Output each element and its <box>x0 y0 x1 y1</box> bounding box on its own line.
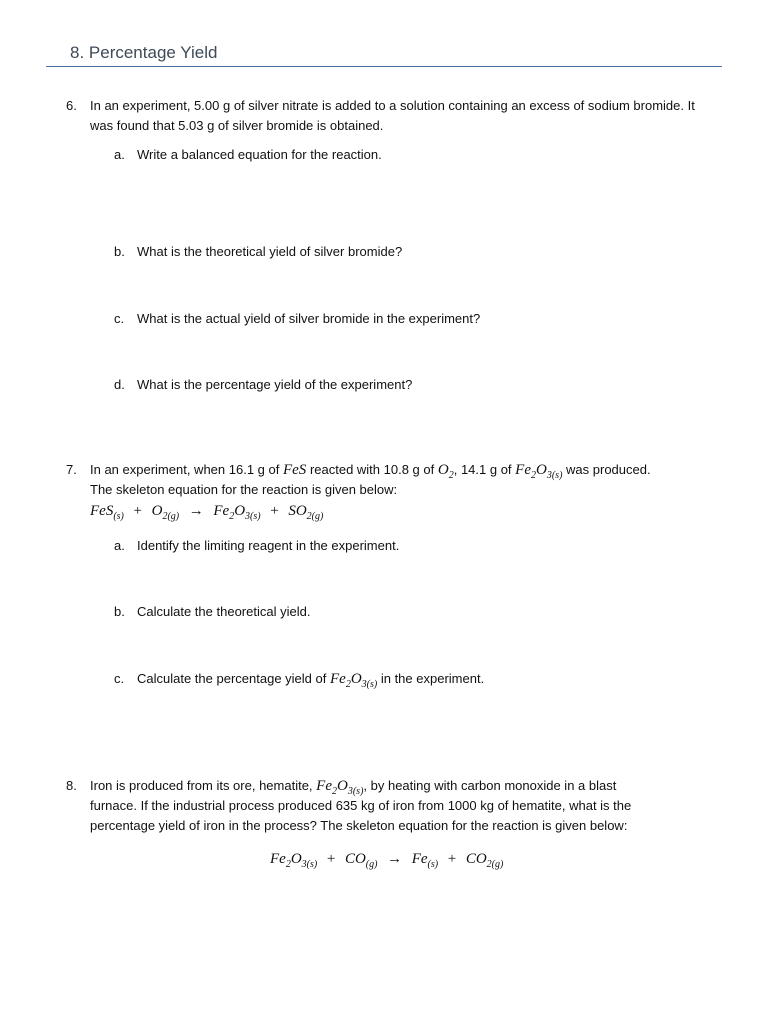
question-text-line3: percentage yield of iron in the process? The skeleton equation for the reaction is given below: <box>90 818 628 833</box>
question-6c <box>114 309 480 329</box>
part-letter: c. <box>114 671 125 686</box>
text-run: , by heating with carbon monoxide in a blast <box>363 778 617 793</box>
text-run: , 14.1 g of <box>453 462 512 477</box>
question-6 <box>66 96 720 136</box>
question-6b <box>114 242 402 262</box>
part-letter: b. <box>114 604 125 619</box>
skeleton-equation-8: $Fe_2O_{3(s)} + CO_{(g)} \to Fe_{(s)} + CO_{2(g)}$ <box>270 851 504 870</box>
header-divider <box>46 66 722 67</box>
formula-fe2o3: $Fe_2O_{3(s)}$ <box>316 778 364 797</box>
question-text-line2: furnace. If the industrial process produced 635 kg of iron from 1000 kg of hematite, what is the <box>90 798 632 813</box>
arrow-icon: → <box>387 851 403 867</box>
part-letter: a. <box>114 538 125 553</box>
question-number: 6. <box>66 98 77 113</box>
part-text: Calculate the percentage yield of <box>137 671 327 686</box>
part-text: Write a balanced equation for the reaction. <box>137 147 382 162</box>
formula-fe2o3: $Fe_2O_{3(s)}$ <box>329 671 378 690</box>
question-text: In an experiment, 5.00 g of silver nitrate is added to a solution containing an excess of sodium bromide. It was found that 5.03 g of silver bromide is obtained. <box>90 98 695 133</box>
part-letter: c. <box>114 311 125 326</box>
text-run: Iron is produced from its ore, hematite, <box>90 778 313 793</box>
question-text-line2: The skeleton equation for the reaction is given below: <box>90 482 398 497</box>
formula-fes: FeS <box>282 462 307 478</box>
skeleton-equation-7: $FeS_{(s)} + O_{2(g)} \to Fe_2O_{3(s)} + SO_{2(g)}$ <box>90 503 324 522</box>
question-6a <box>114 145 382 165</box>
question-7b <box>114 602 310 622</box>
formula-o2: $O_2$ <box>437 462 454 481</box>
page-title: 8. Percentage Yield <box>70 43 218 62</box>
question-7a <box>114 536 399 556</box>
part-text: in the experiment. <box>380 671 485 686</box>
text-run: was produced. <box>566 462 651 477</box>
part-letter: d. <box>114 377 125 392</box>
part-text: Calculate the theoretical yield. <box>137 604 311 619</box>
text-run: In an experiment, when 16.1 g of <box>90 462 280 477</box>
part-text: What is the actual yield of silver bromide in the experiment? <box>137 311 481 326</box>
question-7c <box>114 669 484 689</box>
text-run: reacted with 10.8 g of <box>309 462 435 477</box>
arrow-icon: → <box>188 503 204 519</box>
formula-fe2o3: $Fe_2O_{3(s)}$ <box>515 462 563 481</box>
question-7 <box>66 460 720 500</box>
part-letter: a. <box>114 147 125 162</box>
part-text: What is the percentage yield of the experiment? <box>137 377 413 392</box>
part-letter: b. <box>114 244 125 259</box>
question-8 <box>66 776 720 836</box>
question-text <box>90 460 720 480</box>
question-text <box>90 776 720 796</box>
question-number: 7. <box>66 462 77 477</box>
part-text: Identify the limiting reagent in the experiment. <box>137 538 400 553</box>
part-text: What is the theoretical yield of silver bromide? <box>137 244 403 259</box>
question-number: 8. <box>66 778 77 793</box>
question-6d <box>114 375 412 395</box>
